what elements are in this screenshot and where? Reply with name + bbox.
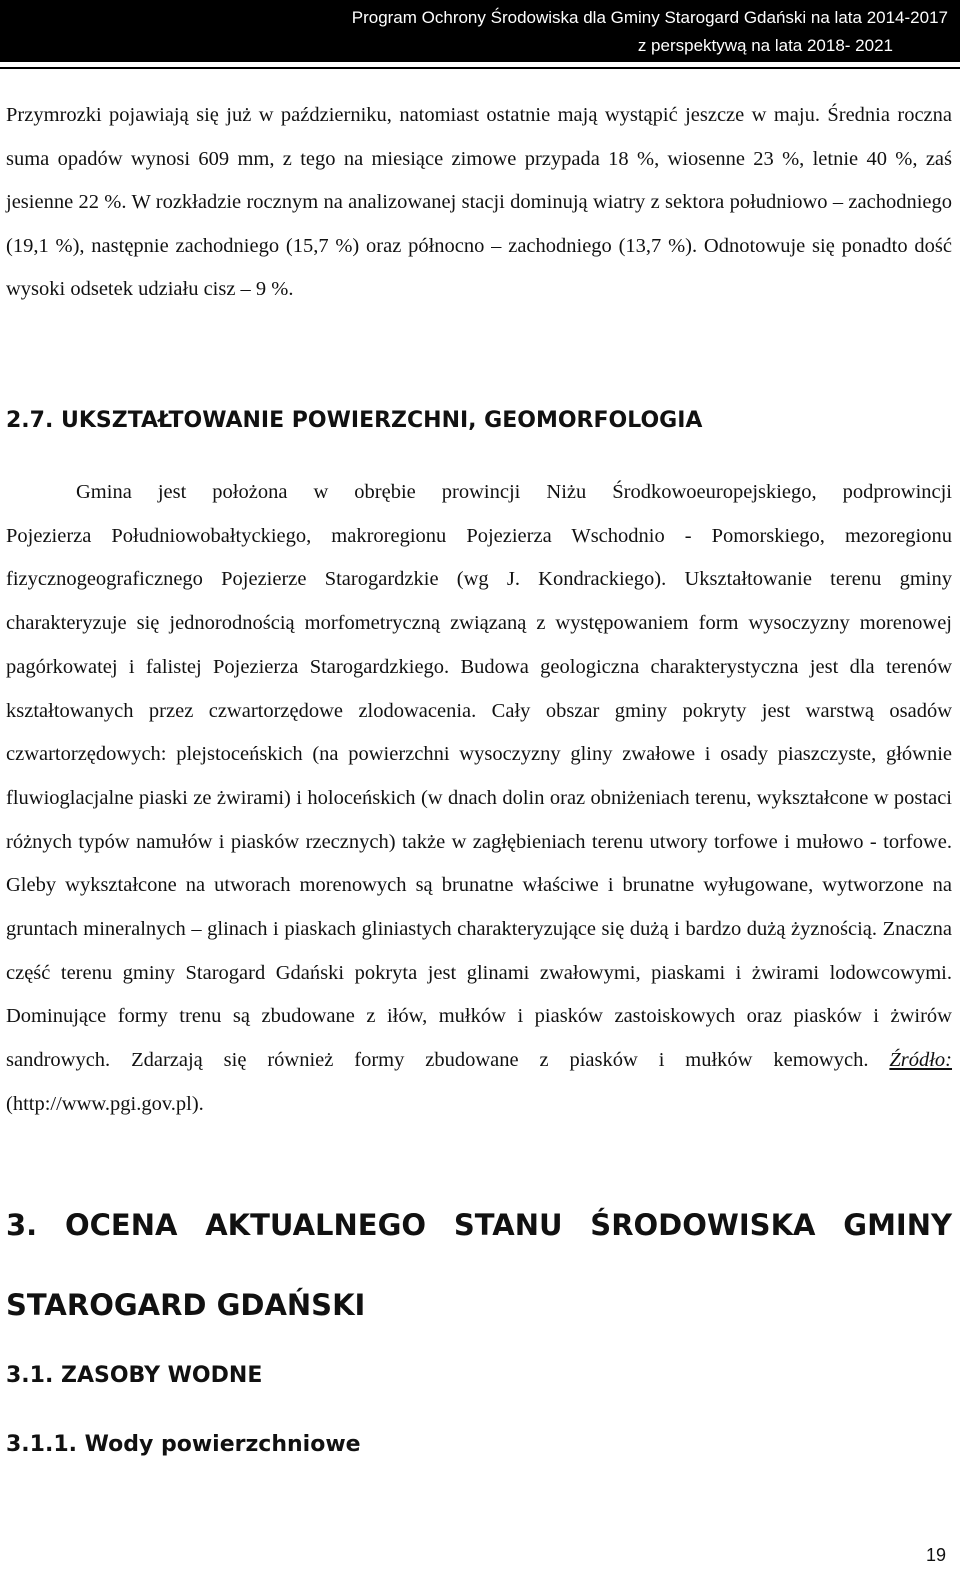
section-heading-3-1-1: 3.1.1. Wody powierzchniowe xyxy=(6,1432,361,1457)
chapter-heading-3-line1: 3. OCENA AKTUALNEGO STANU ŚRODOWISKA GMINY xyxy=(6,1208,952,1242)
paragraph-climate: Przymrozki pojawiają się już w październiku, natomiast ostatnie mają wystąpić jeszcze w maju. Średnia roczna suma opadów wynosi 609 mm, z tego na miesiące zimowe przypada 18 %, wiosenne 23 %, letnie 40 %, zaś jesienne 22 %. W rozkładzie rocznym na analizowanej stacji dominują wiatry z sektora południowo – zachodniego (19,1 %), następnie zachodniego (15,7 %) oraz północno – zachodniego (13,7 %). Odnotowuje się ponadto dość wysoki odsetek udziału cisz – 9 %. xyxy=(6,104,952,301)
page-number: 19 xyxy=(925,1545,946,1565)
chapter-heading-3-line2: STAROGARD GDAŃSKI xyxy=(6,1288,366,1322)
header-divider xyxy=(0,67,960,69)
header-title-line2: z perspektywą na lata 2018- 2021 xyxy=(637,36,893,55)
paragraph-geomorphology xyxy=(6,471,952,1127)
section-heading-2-7: 2.7. UKSZTAŁTOWANIE POWIERZCHNI, GEOMORFOLOGIA xyxy=(6,408,703,433)
header-title-line1: Program Ochrony Środowiska dla Gminy Starogard Gdański na lata 2014-2017 xyxy=(351,8,948,27)
section-heading-3-1: 3.1. ZASOBY WODNE xyxy=(6,1363,263,1388)
source-label: Źródło: xyxy=(889,1049,953,1072)
paragraph-first-line: Gmina jest położona w obrębie prowincji Niżu Środkowoeuropejskiego, podprowincji xyxy=(76,481,952,503)
source-link: (http://www.pgi.gov.pl). xyxy=(6,1092,204,1115)
page-header xyxy=(0,0,960,62)
paragraph-body: Pojezierza Południowobałtyckiego, makroregionu Pojezierza Wschodnio - Pomorskiego, mezoregionu fizycznogeograficznego Pojezierze Starogardzkie (wg J. Kondrackiego). Ukształtowanie terenu gminy charakteryzuje się jednorodnością morfometryczną związaną z występowaniem form wysoczyzny morenowej pagórkowatej i falistej Pojezierza Starogardzkiego. Budowa geologiczna charakterystyczna jest dla terenów kształtowanych przez czwartorzędowe zlodowacenia. Cały obszar gminy pokryty jest warstwą osadów czwartorzędowych: plejstoceńskich (na powierzchni wysoczyzny gliny zwałowe i osady piaszczyste, głównie fluwioglacjalne piaski ze żwirami) i holoceńskich (w dnach dolin oraz obniżeniach terenu, wykształcone w postaci różnych typów namułów i piasków rzecznych) także w zagłębieniach terenu utwory torfowe i mułowo - torfowe. Gleby wykształcone na utworach morenowych są brunatne właściwe i brunatne wyługowane, wytworzone na gruntach mineralnych – glinach i piaskach gliniastych charakteryzujące się dużą i bardzo dużą żyznością. Znaczna część terenu gminy Starogard Gdański pokryta jest glinami zwałowymi, piaskami i żwirami lodowcowymi. Dominujące formy trenu są zbudowane z iłów, mułków i piasków zastoiskowych oraz piasków i żwirów sandrowych. Zdarzają się również formy zbudowane z piasków i mułków kemowych. xyxy=(6,524,952,1072)
